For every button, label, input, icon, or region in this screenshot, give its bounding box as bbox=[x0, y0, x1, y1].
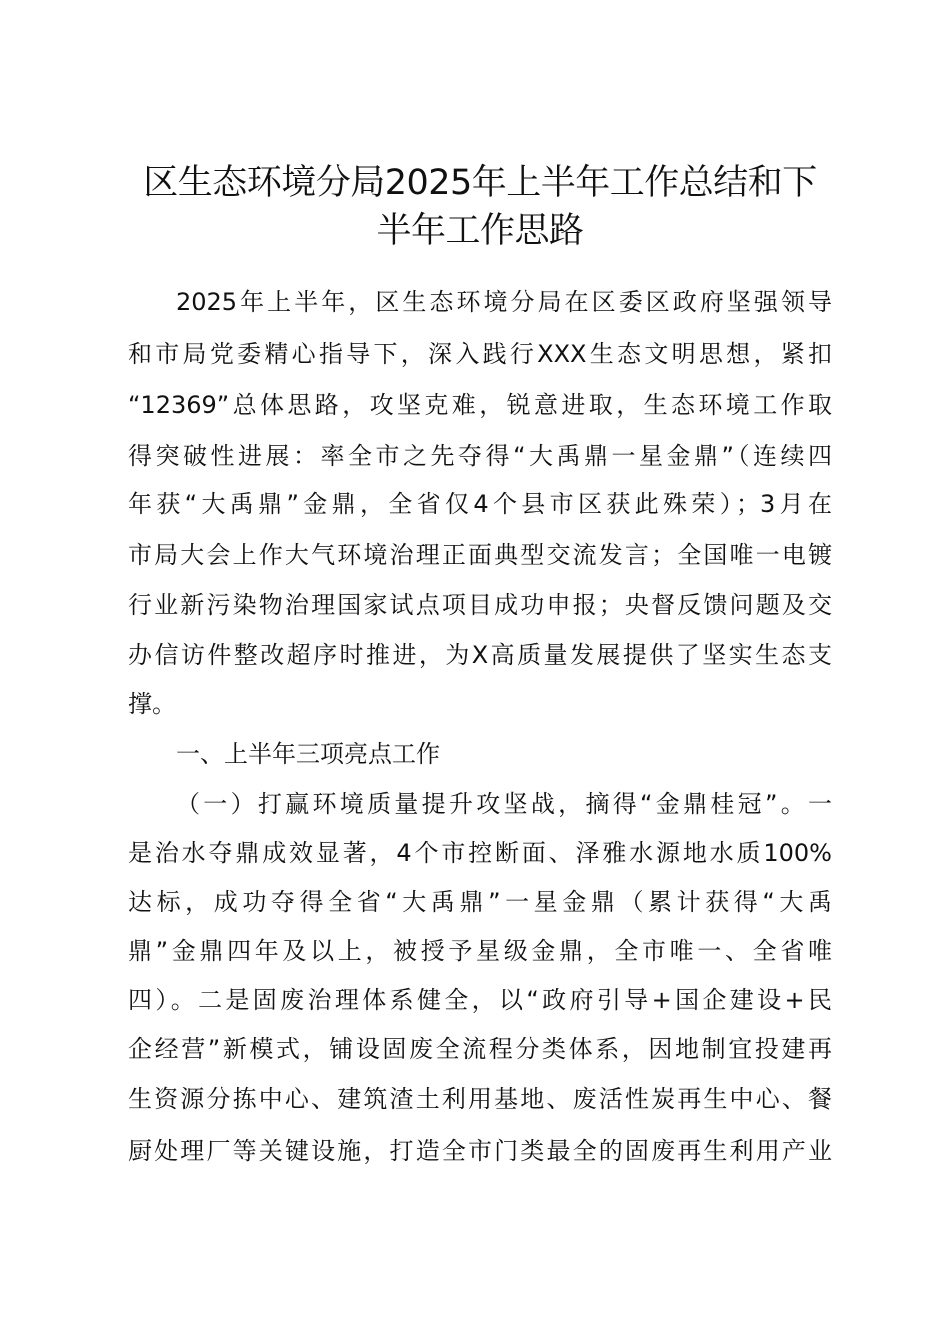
paragraph-2-line: 是治水夺鼎成效显著，4个市控断面、泽雅水源地水质100% bbox=[128, 839, 832, 867]
paragraph-2-line: 鼎”金鼎四年及以上，被授予星级金鼎，全市唯一、全省唯 bbox=[128, 937, 832, 965]
paragraph-1-line: 和市局党委精心指导下，深入践行XXX生态文明思想，紧扣 bbox=[128, 340, 832, 368]
paragraph-1-line: 年获“大禹鼎”金鼎，全省仅4个县市区获此殊荣）；3月在 bbox=[128, 490, 832, 518]
paragraph-2-line: 企经营”新模式，铺设固废全流程分类体系，因地制宜投建再 bbox=[128, 1035, 832, 1063]
paragraph-1-line: 市局大会上作大气环境治理正面典型交流发言；全国唯一电镀 bbox=[128, 541, 832, 569]
paragraph-1-line: 2025年上半年，区生态环境分局在区委区政府坚强领导 bbox=[176, 288, 832, 316]
section-heading: 一、上半年三项亮点工作 bbox=[176, 740, 440, 768]
paragraph-2-line: 生资源分拣中心、建筑渣土利用基地、废活性炭再生中心、餐 bbox=[128, 1085, 832, 1113]
document-title-line-2: 半年工作思路 bbox=[376, 211, 584, 251]
paragraph-1-line: “12369”总体思路，攻坚克难，锐意进取，生态环境工作取 bbox=[128, 391, 832, 419]
paragraph-1-line: 撑。 bbox=[128, 690, 176, 718]
paragraph-1-line: 办信访件整改超序时推进，为X高质量发展提供了坚实生态支 bbox=[128, 641, 832, 669]
paragraph-2-line: 厨处理厂等关键设施，打造全市门类最全的固废再生利用产业 bbox=[128, 1137, 832, 1165]
paragraph-1-line: 得突破性进展：率全市之先夺得“大禹鼎一星金鼎”（连续四 bbox=[128, 442, 832, 470]
paragraph-1-line: 行业新污染物治理国家试点项目成功申报；央督反馈问题及交 bbox=[128, 591, 832, 619]
paragraph-2-line: （一）打赢环境质量提升攻坚战，摘得“金鼎桂冠”。一 bbox=[176, 790, 832, 818]
paragraph-2-line: 达标，成功夺得全省“大禹鼎”一星金鼎（累计获得“大禹 bbox=[128, 888, 832, 916]
paragraph-2-line: 四）。二是固废治理体系健全，以“政府引导+国企建设+民 bbox=[128, 986, 832, 1014]
document-title-line-1: 区生态环境分局2025年上半年工作总结和下 bbox=[143, 163, 817, 203]
